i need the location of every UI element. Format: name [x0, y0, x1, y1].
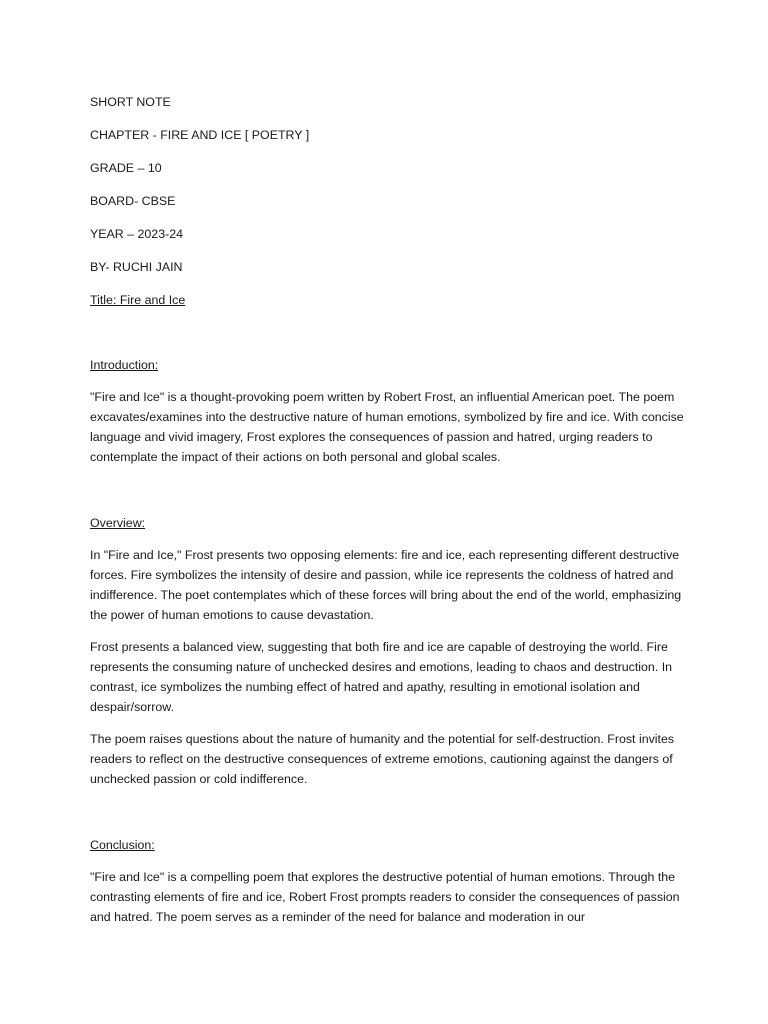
- chapter-label: CHAPTER - FIRE AND ICE [ POETRY ]: [90, 128, 310, 142]
- introduction-section: [90, 355, 690, 467]
- conclusion-paragraph: "Fire and Ice" is a compelling poem that explores the destructive potential of human emotions. Through the contrasting elements of fire and ice, Robert Frost prompts readers to consider the consequences of passion and hatred. The poem serves as a reminder of the need for balance and moderation in our: [90, 870, 680, 924]
- introduction-heading: Introduction:: [90, 358, 159, 372]
- author-label: BY- RUCHI JAIN: [90, 260, 183, 274]
- document-page: [90, 92, 690, 973]
- overview-section: [90, 513, 690, 789]
- grade-label: GRADE – 10: [90, 161, 162, 175]
- year-label: YEAR – 2023-24: [90, 227, 183, 241]
- conclusion-section: [90, 835, 690, 927]
- introduction-paragraph: "Fire and Ice" is a thought-provoking poem written by Robert Frost, an influential American poet. The poem excavates/examines into the destructive nature of human emotions, symbolized by fire and ice. With concise language and vivid imagery, Frost explores the consequences of passion and hatred, urging readers to contemplate the impact of their actions on both personal and global scales.: [90, 390, 684, 464]
- overview-heading: Overview:: [90, 516, 146, 530]
- document-title: Title: Fire and Ice: [90, 293, 186, 307]
- overview-paragraph: Frost presents a balanced view, suggesting that both fire and ice are capable of destroying the world. Fire represents the consuming nature of unchecked desires and emotions, leading to chaos and destruction. In contrast, ice symbolizes the numbing effect of hatred and apathy, resulting in emotional isolation and despair/sorrow.: [90, 640, 673, 714]
- conclusion-heading: Conclusion:: [90, 838, 155, 852]
- board-label: BOARD- CBSE: [90, 194, 176, 208]
- document-header: [90, 92, 690, 310]
- overview-paragraph: The poem raises questions about the nature of humanity and the potential for self-destruction. Frost invites readers to reflect on the destructive consequences of extreme emotions, cautioning against the dangers of unchecked passion or cold indifference.: [90, 732, 675, 786]
- overview-paragraph: In "Fire and Ice," Frost presents two opposing elements: fire and ice, each representing different destructive forces. Fire symbolizes the intensity of desire and passion, while ice represents the coldness of hatred and indifference. The poet contemplates which of these forces will bring about the end of the world, emphasizing the power of human emotions to cause devastation.: [90, 548, 682, 622]
- note-type-label: SHORT NOTE: [90, 95, 171, 109]
